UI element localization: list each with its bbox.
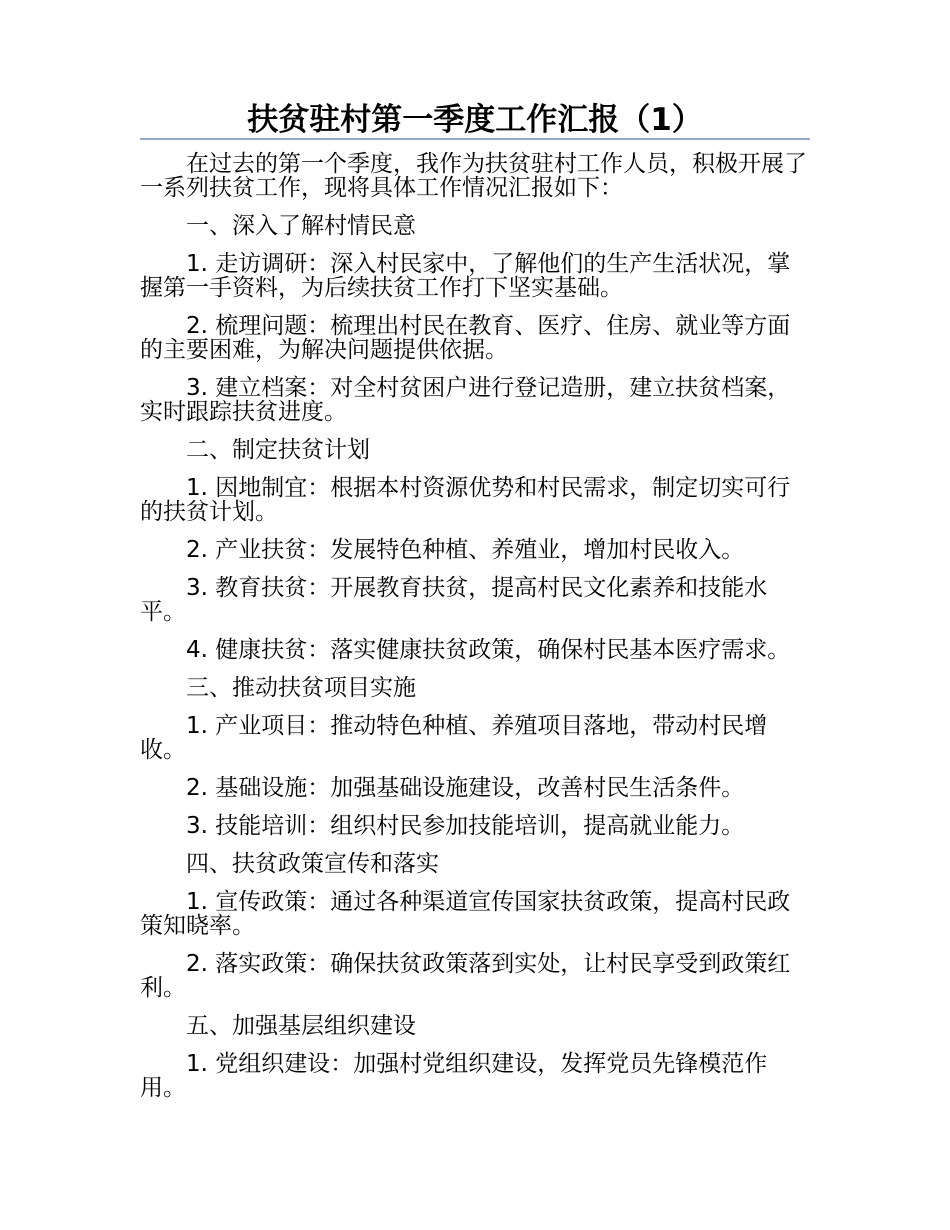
section-heading-5: 五、加强基层组织建设 xyxy=(186,1013,416,1039)
section-1-item-2: 2. 梳理问题：梳理出村民在教育、医疗、住房、就业等方面的主要困难，为解决问题提供依据。 xyxy=(140,313,791,363)
section-2-item-4: 4. 健康扶贫：落实健康扶贫政策，确保村民基本医疗需求。 xyxy=(186,637,791,663)
document-title: 扶贫驻村第一季度工作汇报（1） xyxy=(247,102,703,138)
section-heading-1: 一、深入了解村情民意 xyxy=(186,213,416,239)
section-4-item-1: 1. 宣传政策：通过各种渠道宣传国家扶贫政策，提高村民政策知晓率。 xyxy=(140,889,791,939)
section-2-item-2: 2. 产业扶贫：发展特色种植、养殖业，增加村民收入。 xyxy=(186,537,745,563)
section-3-item-2: 2. 基础设施：加强基础设施建设，改善村民生活条件。 xyxy=(186,775,745,801)
section-5-item-1: 1. 党组织建设：加强村党组织建设，发挥党员先锋模范作用。 xyxy=(140,1051,768,1101)
section-2-item-1: 1. 因地制宜：根据本村资源优势和村民需求，制定切实可行的扶贫计划。 xyxy=(140,475,791,525)
section-1-item-3: 3. 建立档案：对全村贫困户进行登记造册，建立扶贫档案，实时跟踪扶贫进度。 xyxy=(140,375,791,425)
section-heading-3: 三、推动扶贫项目实施 xyxy=(186,675,416,701)
intro-paragraph: 在过去的第一个季度，我作为扶贫驻村工作人员，积极开展了一系列扶贫工作，现将具体工作情况汇报如下： xyxy=(140,151,807,201)
section-4-item-2: 2. 落实政策：确保扶贫政策落到实处，让村民享受到政策红利。 xyxy=(140,951,791,1001)
section-2-item-3: 3. 教育扶贫：开展教育扶贫，提高村民文化素养和技能水平。 xyxy=(140,575,768,625)
section-3-item-1: 1. 产业项目：推动特色种植、养殖项目落地，带动村民增收。 xyxy=(140,713,768,763)
section-1-item-1: 1. 走访调研：深入村民家中，了解他们的生产生活状况，掌握第一手资料，为后续扶贫工作打下坚实基础。 xyxy=(140,251,791,301)
title-underline xyxy=(140,138,810,140)
section-heading-4: 四、扶贫政策宣传和落实 xyxy=(186,851,439,877)
section-3-item-3: 3. 技能培训：组织村民参加技能培训，提高就业能力。 xyxy=(186,813,745,839)
document-body xyxy=(140,152,810,1114)
section-heading-2: 二、制定扶贫计划 xyxy=(186,437,370,463)
